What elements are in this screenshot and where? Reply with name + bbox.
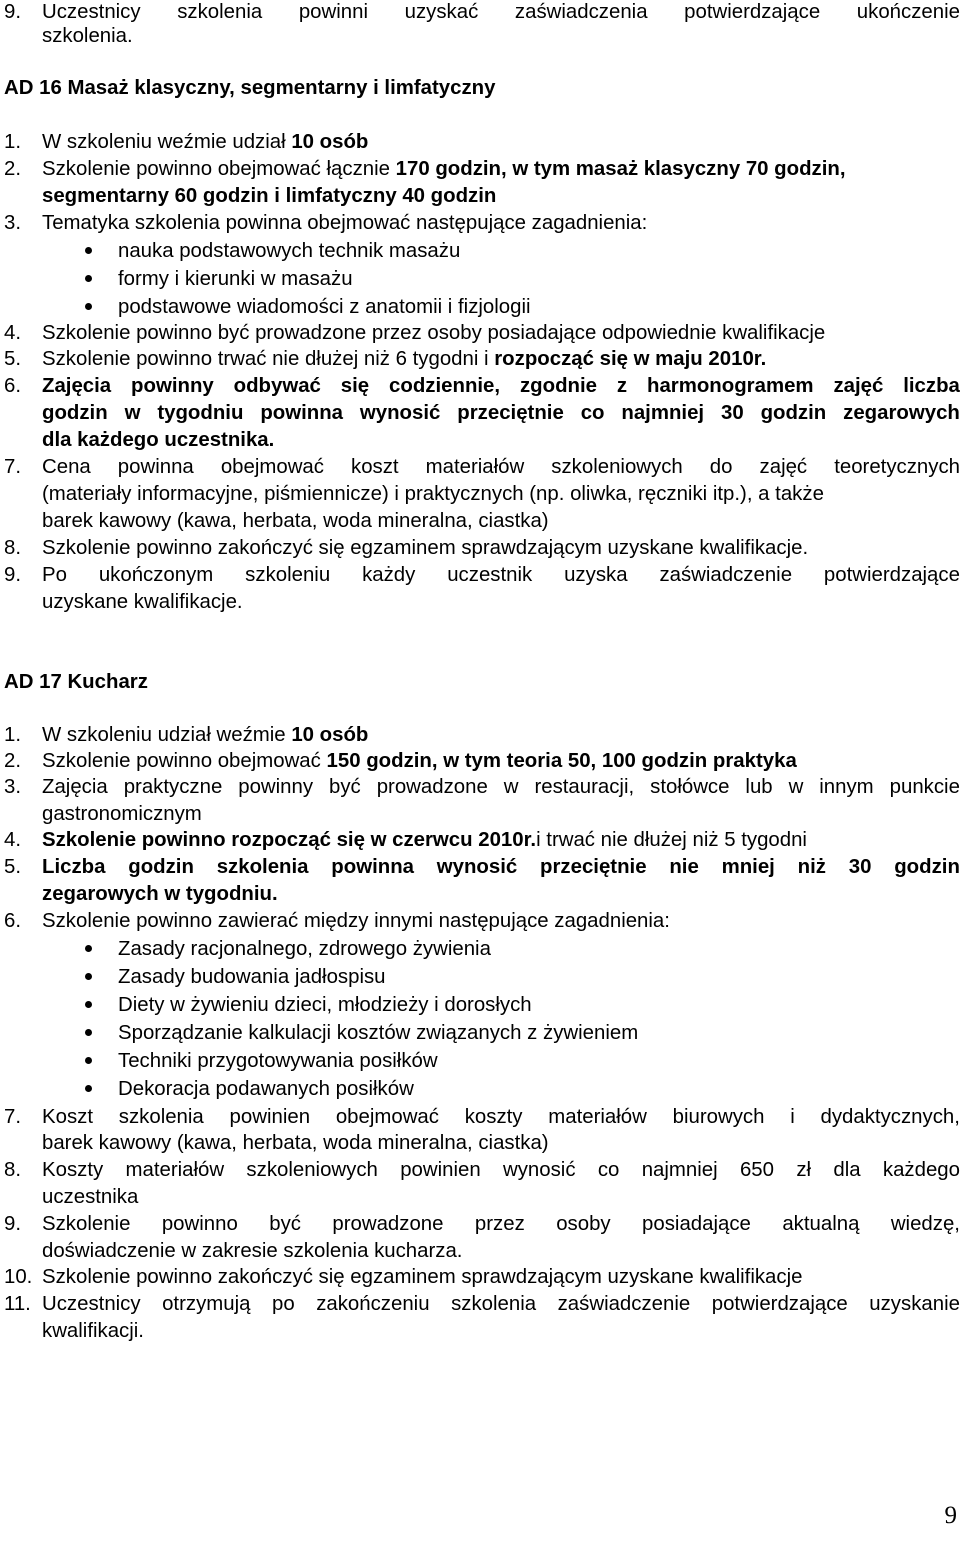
item-number: 2. bbox=[4, 750, 22, 772]
item-number: 4. bbox=[4, 829, 22, 851]
bullet-item: Zasady racjonalnego, zdrowego żywienia bbox=[118, 938, 491, 960]
bullet-item: Zasady budowania jadłospisu bbox=[118, 966, 386, 988]
text-line: Szkolenie powinno obejmować łącznie 170 godzin, w tym masaż klasyczny 70 godzin, bbox=[42, 158, 846, 180]
bullet-item: Dekoracja podawanych posiłków bbox=[118, 1078, 414, 1100]
text-line: Szkolenie powinno obejmować 150 godzin, w tym teoria 50, 100 godzin praktyka bbox=[42, 750, 797, 772]
text-line: W szkoleniu udział weźmie 10 osób bbox=[42, 724, 369, 746]
bullet-icon bbox=[85, 973, 92, 980]
section-heading-17: AD 17 Kucharz bbox=[4, 671, 148, 693]
item-number: 1. bbox=[4, 724, 22, 746]
bullet-icon bbox=[85, 1085, 92, 1092]
justified-line: Uczestnicy szkolenia powinni uzyskać zaświadczenia potwierdzające ukończenie bbox=[42, 1, 960, 23]
justified-line: Liczba godzin szkolenia powinna wynosić przeciętnie nie mniej niż 30 godzin bbox=[42, 856, 960, 878]
bullet-item: Sporządzanie kalkulacji kosztów związanych z żywieniem bbox=[118, 1022, 639, 1044]
item-number: 3. bbox=[4, 776, 22, 798]
text-line: doświadczenie w zakresie szkolenia kucharza. bbox=[42, 1240, 463, 1262]
item-number: 2. bbox=[4, 158, 22, 180]
item-number: 9. bbox=[4, 564, 22, 586]
bullet-icon bbox=[85, 1001, 92, 1008]
item-number: 8. bbox=[4, 1159, 22, 1181]
item-number: 8. bbox=[4, 537, 22, 559]
text-line: segmentarny 60 godzin i limfatyczny 40 godzin bbox=[42, 185, 497, 207]
text-line: dla każdego uczestnika. bbox=[42, 429, 275, 451]
text-line: zegarowych w tygodniu. bbox=[42, 883, 278, 905]
justified-line: Po ukończonym szkoleniu każdy uczestnik uzyska zaświadczenie potwierdzające bbox=[42, 564, 960, 586]
page-number: 9 bbox=[944, 1502, 957, 1529]
justified-line: Zajęcia praktyczne powinny być prowadzone w restauracji, stołówce lub w innym punkcie bbox=[42, 776, 960, 798]
text-line: Tematyka szkolenia powinna obejmować następujące zagadnienia: bbox=[42, 212, 648, 234]
bullet-item: podstawowe wiadomości z anatomii i fizjologii bbox=[118, 296, 531, 318]
text-line: (materiały informacyjne, piśmiennicze) i praktycznych (np. oliwka, ręczniki itp.), a także bbox=[42, 483, 824, 505]
item-number: 10. bbox=[4, 1266, 33, 1288]
section-heading-16: AD 16 Masaż klasyczny, segmentarny i limfatyczny bbox=[4, 77, 496, 99]
text-line: uczestnika bbox=[42, 1186, 139, 1208]
item-number: 11. bbox=[4, 1293, 31, 1315]
text-line: barek kawowy (kawa, herbata, woda mineralna, ciastka) bbox=[42, 1132, 549, 1154]
text-line: barek kawowy (kawa, herbata, woda mineralna, ciastka) bbox=[42, 510, 549, 532]
justified-line: Koszty materiałów szkoleniowych powinien wynosić co najmniej 650 zł dla każdego bbox=[42, 1159, 960, 1181]
text-line: gastronomicznym bbox=[42, 803, 202, 825]
item-number: 1. bbox=[4, 131, 22, 153]
bullet-item: nauka podstawowych technik masażu bbox=[118, 240, 461, 262]
text-line: W szkoleniu weźmie udział 10 osób bbox=[42, 131, 369, 153]
justified-line: Uczestnicy otrzymują po zakończeniu szkolenia zaświadczenie potwierdzające uzyskanie bbox=[42, 1293, 960, 1315]
text-line: Szkolenie powinno trwać nie dłużej niż 6 tygodni i rozpocząć się w maju 2010r. bbox=[42, 348, 767, 370]
item-number: 5. bbox=[4, 856, 22, 878]
item-number: 7. bbox=[4, 1106, 22, 1128]
text-line: uzyskane kwalifikacje. bbox=[42, 591, 243, 613]
justified-line: Cena powinna obejmować koszt materiałów szkoleniowych do zajęć teoretycznych bbox=[42, 456, 960, 478]
bullet-item: Diety w żywieniu dzieci, młodzieży i dorosłych bbox=[118, 994, 532, 1016]
item-number: 6. bbox=[4, 375, 22, 397]
item-number: 9. bbox=[4, 1, 22, 23]
text-line: Szkolenie powinno zawierać między innymi następujące zagadnienia: bbox=[42, 910, 670, 932]
text-line: kwalifikacji. bbox=[42, 1320, 144, 1342]
bullet-icon bbox=[85, 1029, 92, 1036]
bullet-item: formy i kierunki w masażu bbox=[118, 268, 353, 290]
item-number: 3. bbox=[4, 212, 22, 234]
item-number: 5. bbox=[4, 348, 22, 370]
text-line: Szkolenie powinno zakończyć się egzaminem sprawdzającym uzyskane kwalifikacje. bbox=[42, 537, 809, 559]
bullet-icon bbox=[85, 247, 92, 254]
bullet-icon bbox=[85, 303, 92, 310]
text-line: szkolenia. bbox=[42, 25, 133, 47]
item-number: 7. bbox=[4, 456, 22, 478]
item-number: 4. bbox=[4, 322, 22, 344]
justified-line: Zajęcia powinny odbywać się codziennie, zgodnie z harmonogramem zajęć liczba bbox=[42, 375, 960, 397]
justified-line: Szkolenie powinno być prowadzone przez osoby posiadające aktualną wiedzę, bbox=[42, 1213, 960, 1235]
text-line: Szkolenie powinno rozpocząć się w czerwcu 2010r.i trwać nie dłużej niż 5 tygodni bbox=[42, 829, 807, 851]
justified-line: Koszt szkolenia powinien obejmować koszty materiałów biurowych i dydaktycznych, bbox=[42, 1106, 960, 1128]
text-line: Szkolenie powinno być prowadzone przez osoby posiadające odpowiednie kwalifikacje bbox=[42, 322, 826, 344]
bullet-item: Techniki przygotowywania posiłków bbox=[118, 1050, 438, 1072]
bullet-icon bbox=[85, 1057, 92, 1064]
item-number: 9. bbox=[4, 1213, 22, 1235]
text-line: Szkolenie powinno zakończyć się egzaminem sprawdzającym uzyskane kwalifikacje bbox=[42, 1266, 803, 1288]
bullet-icon bbox=[85, 275, 92, 282]
item-number: 6. bbox=[4, 910, 22, 932]
bullet-icon bbox=[85, 945, 92, 952]
justified-line: godzin w tygodniu powinna wynosić przeciętnie co najmniej 30 godzin zegarowych bbox=[42, 402, 960, 424]
